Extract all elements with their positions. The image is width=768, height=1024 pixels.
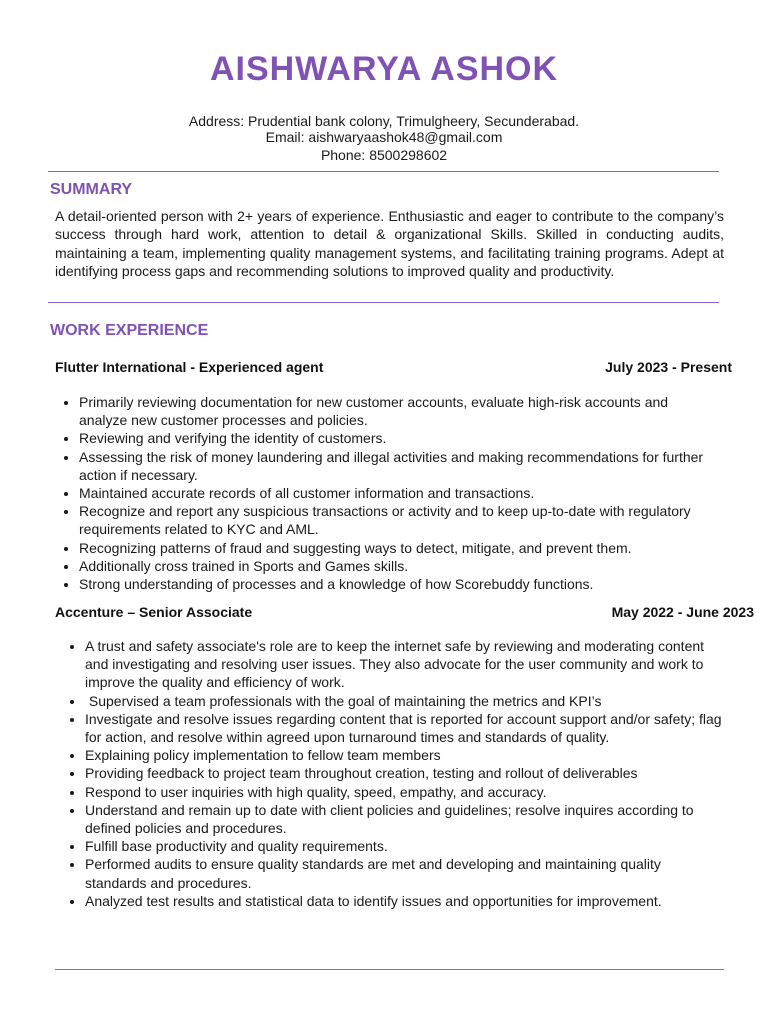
list-item: • Recognize and report any suspicious transactions or activity and to keep up-to-date with regulatory requirements related to KYC and AML. xyxy=(79,502,709,538)
list-item: • Investigate and resolve issues regarding content that is reported for account support and/or safety; flag for action, and resolve within agreed upon turnaround times and standards of quality. xyxy=(85,710,725,746)
list-item: • Fulfill base productivity and quality requirements. xyxy=(85,837,725,855)
list-item: • Respond to user inquiries with high quality, speed, empathy, and accuracy. xyxy=(85,783,725,801)
list-item: • Analyzed test results and statistical data to identify issues and opportunities for improvement. xyxy=(85,892,725,910)
email-line: Email: aishwaryaashok48@gmail.com xyxy=(265,129,503,145)
list-item: • Performed audits to ensure quality standards are met and developing and maintaining quality standards and procedures. xyxy=(85,855,725,891)
list-item: • Explaining policy implementation to fellow team members xyxy=(85,746,725,764)
list-item: • Recognizing patterns of fraud and suggesting ways to detect, mitigate, and prevent them. xyxy=(79,539,709,557)
footer-divider xyxy=(55,969,724,970)
address-line: Address: Prudential bank colony, Trimulgheery, Secunderabad. xyxy=(188,113,580,129)
phone-line: Phone: 8500298602 xyxy=(320,147,448,163)
list-item: • Understand and remain up to date with client policies and guidelines; resolve inquires according to defined policies and procedures. xyxy=(85,801,725,837)
list-item: • Maintained accurate records of all customer information and transactions. xyxy=(79,484,709,502)
header-divider xyxy=(48,171,719,172)
list-item: • Additionally cross trained in Sports and Games skills. xyxy=(79,557,709,575)
job-title: Accenture – Senior Associate xyxy=(55,604,253,620)
summary-text: A detail-oriented person with 2+ years of experience. Enthusiastic and eager to contribute to the company’s success through hard work, attention to detail & organizational Skills. Skilled in conducting audits, maintaining a team, implementing quality management systems, and facilitating training programs. Adept at identifying process gaps and recommending solutions to improved quality and productivity. xyxy=(55,208,724,279)
job-bullet-list xyxy=(85,637,725,910)
job-dates: May 2022 - June 2023 xyxy=(611,604,754,620)
list-item: • Strong understanding of processes and a knowledge of how Scorebuddy functions. xyxy=(79,575,709,593)
work-experience-heading: WORK EXPERIENCE xyxy=(50,322,209,339)
list-item: • Supervised a team professionals with the goal of maintaining the metrics and KPI’s xyxy=(85,692,725,710)
job-bullet-list xyxy=(79,393,709,593)
job-title: Flutter International - Experienced agent xyxy=(55,359,324,375)
candidate-name: AISHWARYA ASHOK xyxy=(209,50,559,88)
list-item: • Primarily reviewing documentation for new customer accounts, evaluate high-risk accounts and analyze new customer processes and policies. xyxy=(79,393,709,429)
summary-divider xyxy=(48,302,719,303)
list-item: • A trust and safety associate's role are to keep the internet safe by reviewing and moderating content and investigating and resolving user issues. They also advocate for the user community and work to improve the quality and efficiency of work. xyxy=(85,637,725,692)
list-item: • Assessing the risk of money laundering and illegal activities and making recommendations for further action if necessary. xyxy=(79,448,709,484)
list-item: • Reviewing and verifying the identity of customers. xyxy=(79,429,709,447)
job-dates: July 2023 - Present xyxy=(605,359,732,375)
summary-heading: SUMMARY xyxy=(50,181,133,198)
list-item: • Providing feedback to project team throughout creation, testing and rollout of deliverables xyxy=(85,764,725,782)
